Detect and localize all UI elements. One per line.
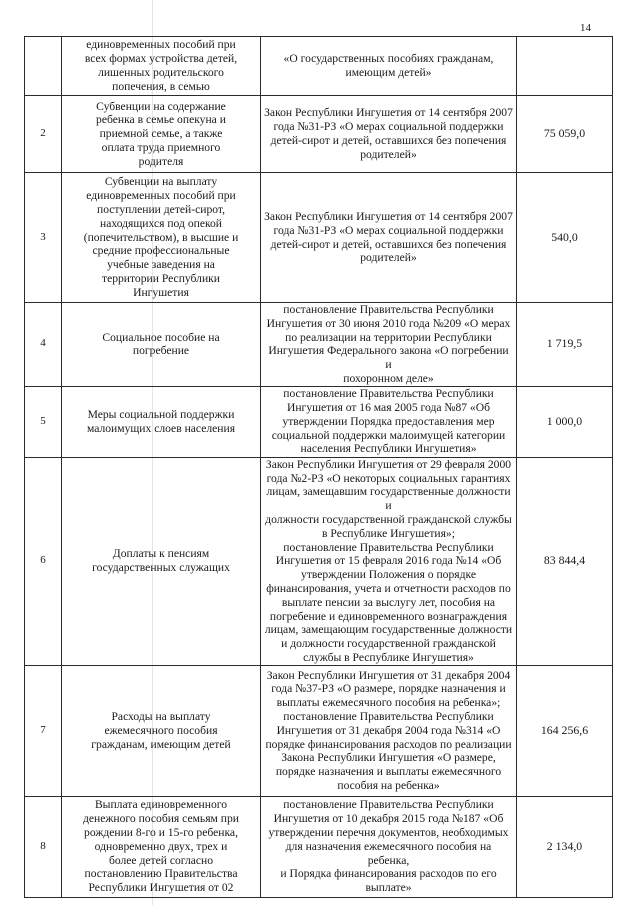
table-row	[25, 796, 613, 897]
table-row	[25, 303, 613, 387]
expense-name: Выплата единовременного денежного пособия семьям при рождении 8-го и 15-го ребенка, одновременно двух, трех и более детей согласно постановлению Правительства Республики Ингушетия от 02	[62, 796, 261, 897]
expense-name: единовременных пособий при всех формах устройства детей, лишенных родительского попечения, в семью	[62, 37, 261, 96]
table-row	[25, 665, 613, 796]
legal-basis: постановление Правительства Республики Ингушетия от 16 мая 2005 года №87 «Об утверждении Порядка предоставления мер социальной поддержки малоимущей категории населения Республики Ингушетия»	[261, 386, 517, 457]
amount: 83 844,4	[517, 457, 613, 665]
page-number: 14	[580, 22, 591, 34]
legal-basis: «О государственных пособиях гражданам, имеющим детей»	[261, 37, 517, 96]
expense-name: Расходы на выплату ежемесячного пособия гражданам, имеющим детей	[62, 665, 261, 796]
expense-name: Субвенции на содержание ребенка в семье опекуна и приемной семье, а также оплата труда приемного родителя	[62, 96, 261, 173]
row-number: 8	[25, 796, 62, 897]
benefits-table	[24, 36, 613, 898]
amount: 75 059,0	[517, 96, 613, 173]
legal-basis: постановление Правительства Республики Ингушетия от 30 июня 2010 года №209 «О мерах по реализации на территории Республики Ингушетия Федерального закона «О погребении и похоронном деле»	[261, 303, 517, 387]
row-number: 2	[25, 96, 62, 173]
table-row	[25, 96, 613, 173]
row-number: 6	[25, 457, 62, 665]
expense-name: Доплаты к пенсиям государственных служащих	[62, 457, 261, 665]
table-row	[25, 173, 613, 303]
expense-name: Социальное пособие на погребение	[62, 303, 261, 387]
table-row	[25, 457, 613, 665]
legal-basis: постановление Правительства Республики Ингушетия от 10 декабря 2015 года №187 «Об утверждении перечня документов, необходимых для назначения ежемесячного пособия на ребенка, и Порядка финансирования расходов по его выплате»	[261, 796, 517, 897]
legal-basis: Закон Республики Ингушетия от 14 сентября 2007 года №31-РЗ «О мерах социальной поддержки детей-сирот и детей, оставшихся без попечения родителей»	[261, 96, 517, 173]
legal-basis: Закон Республики Ингушетия от 14 сентября 2007 года №31-РЗ «О мерах социальной поддержки детей-сирот и детей, оставшихся без попечения родителей»	[261, 173, 517, 303]
table-row	[25, 386, 613, 457]
row-number: 7	[25, 665, 62, 796]
legal-basis: Закон Республики Ингушетия от 31 декабря 2004 года №37-РЗ «О размере, порядке назначения и выплаты ежемесячного пособия на ребенка»; постановление Правительства Республики Ингушетия от 31 декабря 2004 года №314 «О порядке финансирования расходов по реализации Закона Республики Ингушетия «О размере, порядке назначения и выплаты ежемесячного пособия на ребенка»	[261, 665, 517, 796]
row-number	[25, 37, 62, 96]
amount	[517, 37, 613, 96]
expense-name: Субвенции на выплату единовременных пособий при поступлении детей-сирот, находящихся под опекой (попечительством), в высшие и средние профессиональные учебные заведения на территории Республики Ингушетия	[62, 173, 261, 303]
legal-basis: Закон Республики Ингушетия от 29 февраля 2000 года №2-РЗ «О некоторых социальных гарантиях лицам, замещавшим государственные должности и должности государственной гражданской службы в Республике Ингушетия»; постановление Правительства Республики Ингушетия от 15 февраля 2016 года №14 «Об утверждении Положения о порядке финансирования, учета и отчетности расходов по выплате пенсии за выслугу лет, пособия на погребение и единовременного вознаграждения лицам, замещающим государственные должности и должности государственной гражданской службы в Республике Ингушетия»	[261, 457, 517, 665]
row-number: 5	[25, 386, 62, 457]
row-number: 4	[25, 303, 62, 387]
amount: 1 719,5	[517, 303, 613, 387]
row-number: 3	[25, 173, 62, 303]
amount: 540,0	[517, 173, 613, 303]
amount: 164 256,6	[517, 665, 613, 796]
amount: 2 134,0	[517, 796, 613, 897]
expense-name: Меры социальной поддержки малоимущих слоев населения	[62, 386, 261, 457]
table-row	[25, 37, 613, 96]
amount: 1 000,0	[517, 386, 613, 457]
